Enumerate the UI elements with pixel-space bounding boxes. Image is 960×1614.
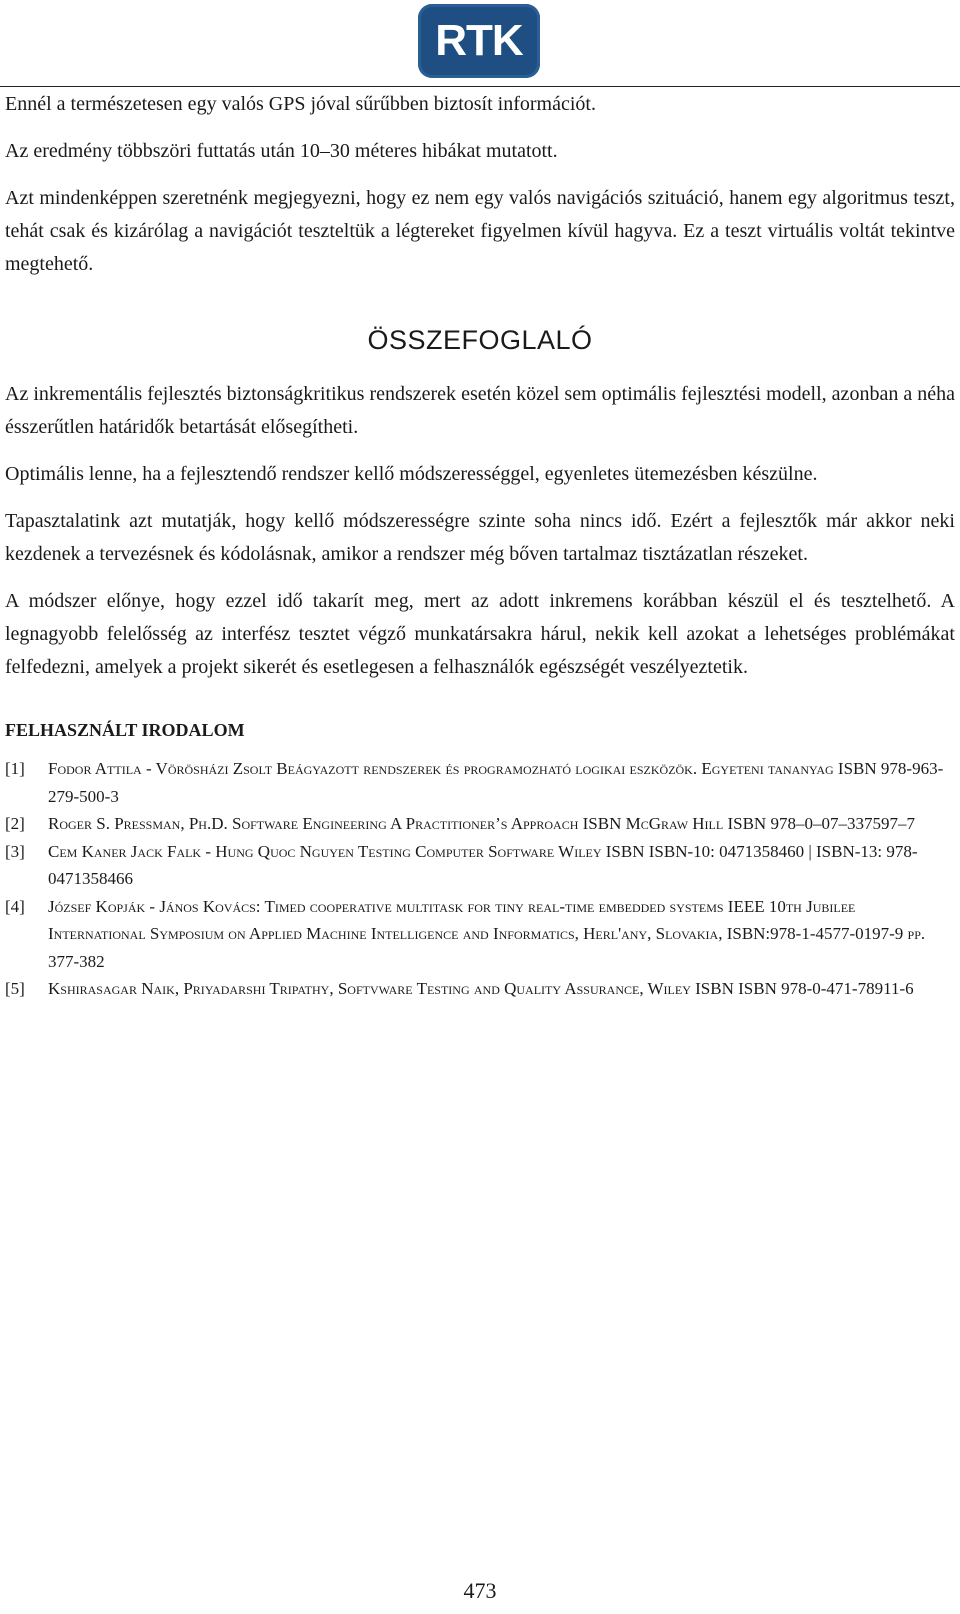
page-number: 473 [463,1578,497,1603]
reference-number: [2] [5,814,25,833]
reference-item [5,755,955,810]
logo-text: RTK [435,16,523,65]
reference-item [5,838,955,893]
reference-text: Roger S. Pressman, Ph.D. Software Engineering A Practitioner’s Approach ISBN McGraw Hill ISBN 978–0–07–337597–7 [48,814,915,833]
reference-text: Cem Kaner Jack Falk - Hung Quoc Nguyen Testing Computer Software Wiley ISBN ISBN-10: 0471358460 | ISBN-13: 978-0471358466 [48,841,918,888]
reference-number: [4] [5,896,25,916]
reference-item [5,975,955,1003]
references-title: FELHASZNÁLT IRODALOM [5,720,245,740]
reference-item [5,810,955,838]
page-content [5,88,955,1003]
reference-number: [3] [5,841,25,861]
reference-number: [1] [5,759,25,778]
body-paragraph: Ennél a természetesen egy valós GPS jóval sűrűbben biztosít információt. [5,93,596,115]
reference-text: Fodor Attila - Vörösházi Zsolt Beágyazott rendszerek és programozható logikai eszközök. Egyeteni tananyag ISBN 978-963-279-500-3 [48,759,944,806]
summary-paragraph: Tapasztalatink azt mutatják, hogy kellő módszerességre szinte soha nincs idő. Ezért a fejlesztők már akkor neki kezdenek a tervezésnek és kódolásnak, amikor a rendszer még bőven tartalmaz tisztázatlan részeket. [5,510,955,565]
reference-text: Kshirasagar Naik, Priyadarshi Tripathy, Softvware Testing and Quality Assurance, Wiley ISBN ISBN 978-0-471-78911-6 [48,979,914,998]
references-list [5,755,955,1003]
reference-text: József Kopják - János Kovács: Timed cooperative multitask for tiny real-time embedded systems IEEE 10th Jubilee International Symposium on Applied Machine Intelligence and Informatics, Herl'any, Slovakia, ISBN:978-1-4577-0197-9 pp. 377-382 [48,896,926,971]
summary-paragraph: A módszer előnye, hogy ezzel idő takarít meg, mert az adott inkremens korábban készül el és tesztelhető. A legnagyobb felelősség az interfész tesztet végző munkatársakra hárul, nekik kell azokat a lehetséges problémákat felfedezni, amelyek a projekt sikerét és esetlegesen a felhasználók egészségét veszélyeztetik. [5,590,955,678]
summary-paragraph: Az inkrementális fejlesztés biztonságkritikus rendszerek esetén közel sem optimális fejlesztési modell, azonban a néha ésszerűtlen határidők betartását elősegítheti. [5,383,955,438]
summary-title: ÖSSZEFOGLALÓ [367,325,593,355]
reference-number: [5] [5,979,25,998]
summary-paragraph: Optimális lenne, ha a fejlesztendő rendszer kellő módszerességgel, egyenletes ütemezésben készülne. [5,463,818,485]
rtk-logo [418,4,540,78]
reference-item [5,893,955,976]
body-paragraph: Azt mindenképpen szeretnénk megjegyezni, hogy ez nem egy valós navigációs szituáció, hanem egy algoritmus teszt, tehát csak és kizárólag a navigációt teszteltük a légtereket figyelmen kívül hagyva. Ez a teszt virtuális voltát tekintve megtehető. [5,187,955,275]
header-rule [0,86,960,87]
body-paragraph: Az eredmény többszöri futtatás után 10–30 méteres hibákat mutatott. [5,140,558,162]
